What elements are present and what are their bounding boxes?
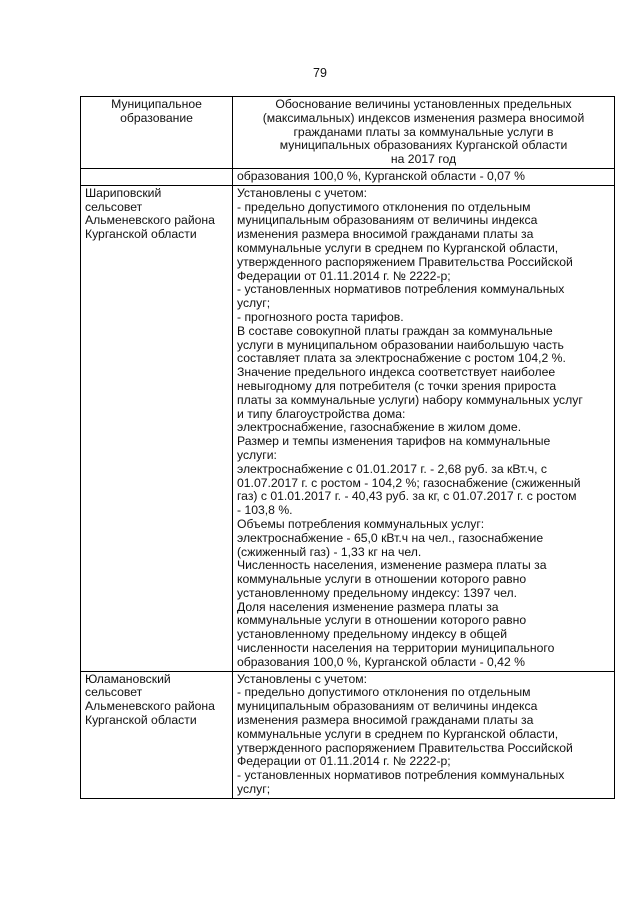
text-line: Значение предельного индекса соответствует наиболее bbox=[237, 365, 556, 380]
text-line: невыгодному для потребителя (с точки зрения прироста bbox=[237, 378, 557, 393]
header-line: Муниципальное bbox=[111, 97, 202, 111]
municipality-line: сельсовет bbox=[85, 685, 143, 700]
text-line: - предельно допустимого отклонения по отдельным bbox=[237, 685, 531, 700]
table-row bbox=[81, 671, 615, 798]
text-line: изменения размера вносимой гражданами платы за bbox=[237, 227, 534, 242]
municipality-line: Альменевского района bbox=[85, 699, 215, 714]
header-line: гражданами платы за коммунальные услуги в bbox=[293, 124, 554, 139]
text-line: - установленных нормативов потребления коммунальных bbox=[237, 282, 565, 297]
page-number: 79 bbox=[313, 66, 327, 80]
text-line: образования 100,0 %, Курганской области - 0,07 % bbox=[237, 168, 525, 183]
text-line: - установленных нормативов потребления коммунальных bbox=[237, 768, 565, 783]
municipality-line: Курганской области bbox=[85, 227, 197, 242]
text-line: электроснабжение - 65,0 кВт.ч на чел., газоснабжение bbox=[237, 530, 544, 545]
header-line: Обоснование величины установленных предельных bbox=[275, 97, 572, 111]
text-line: платы за коммунальные услуги) набору коммунальных услуг bbox=[237, 392, 583, 407]
continuation-row bbox=[81, 168, 615, 185]
text-line: 01.07.2017 г. с ростом - 104,2 %; газоснабжение (сжиженный bbox=[237, 475, 581, 490]
municipality-line: Юламановский bbox=[85, 671, 171, 686]
text-line: услуги в муниципальном образовании наибольшую часть bbox=[237, 337, 564, 352]
table-row bbox=[81, 185, 615, 671]
text-line: изменения размера вносимой гражданами платы за bbox=[237, 713, 534, 728]
table-header-row bbox=[81, 97, 615, 169]
text-line: коммунальные услуги в отношении которого равно bbox=[237, 572, 527, 587]
text-line: установленному предельному индексу: 1397 чел. bbox=[237, 585, 518, 600]
municipality-line: Альменевского района bbox=[85, 213, 215, 228]
text-line: коммунальные услуги в среднем по Курганской области, bbox=[237, 726, 559, 741]
text-line: установленному предельному индексу в общей bbox=[237, 627, 508, 642]
text-line: В составе совокупной платы граждан за коммунальные bbox=[237, 323, 553, 338]
text-line: утвержденного распоряжением Правительства Российской bbox=[237, 740, 573, 755]
text-line: услуг; bbox=[237, 296, 271, 311]
continuation-municipality bbox=[81, 168, 233, 185]
text-line: - предельно допустимого отклонения по отдельным bbox=[237, 199, 531, 214]
text-line: электроснабжение, газоснабжение в жилом доме. bbox=[237, 420, 522, 435]
text-line: Федерации от 01.11.2014 г. № 2222-р; bbox=[237, 754, 451, 769]
header-justification bbox=[233, 97, 615, 169]
header-line: на 2017 год bbox=[390, 152, 457, 167]
text-line: (сжиженный газ) - 1,33 кг на чел. bbox=[237, 544, 422, 559]
text-line: Численность населения, изменение размера платы за bbox=[237, 558, 547, 573]
text-line: составляет плата за электроснабжение с ростом 104,2 %. bbox=[237, 351, 566, 366]
municipality-line: Шариповский bbox=[85, 185, 162, 200]
text-line: электроснабжение с 01.01.2017 г. - 2,68 руб. за кВт.ч, с bbox=[237, 461, 547, 476]
text-line: Объемы потребления коммунальных услуг: bbox=[237, 516, 485, 531]
text-line: коммунальные услуги в среднем по Курганской области, bbox=[237, 240, 559, 255]
tariff-justification-table bbox=[80, 96, 615, 799]
text-line: газ) с 01.01.2017 г. - 40,43 руб. за кг, с 01.07.2017 г. с ростом bbox=[237, 489, 577, 504]
continuation-text bbox=[233, 168, 615, 185]
text-line: Установлены с учетом: bbox=[237, 185, 367, 200]
header-line: (максимальных) индексов изменения размера вносимой bbox=[262, 110, 585, 125]
justification-cell bbox=[233, 185, 615, 671]
text-line: утвержденного распоряжением Правительства Российской bbox=[237, 254, 573, 269]
text-line: услуги: bbox=[237, 447, 277, 462]
justification-cell bbox=[233, 671, 615, 798]
header-municipality bbox=[81, 97, 233, 169]
municipality-line: сельсовет bbox=[85, 199, 143, 214]
municipality-cell bbox=[81, 671, 233, 798]
text-line: коммунальные услуги в отношении которого равно bbox=[237, 613, 527, 628]
text-line: муниципальным образованиям от величины индекса bbox=[237, 213, 538, 228]
text-line: муниципальным образованиям от величины индекса bbox=[237, 699, 538, 714]
text-line: услуг; bbox=[237, 782, 271, 797]
text-line: Федерации от 01.11.2014 г. № 2222-р; bbox=[237, 268, 451, 283]
text-line: численности населения на территории муниципального bbox=[237, 641, 555, 656]
header-line: образование bbox=[120, 110, 193, 125]
text-line: Доля населения изменение размера платы за bbox=[237, 599, 499, 614]
text-line: Размер и темпы изменения тарифов на коммунальные bbox=[237, 434, 551, 449]
text-line: Установлены с учетом: bbox=[237, 671, 367, 686]
text-line: - прогнозного роста тарифов. bbox=[237, 309, 404, 324]
text-line: - 103,8 %. bbox=[237, 503, 293, 518]
text-line: образования 100,0 %, Курганской области - 0,42 % bbox=[237, 654, 525, 669]
municipality-line: Курганской области bbox=[85, 713, 197, 728]
text-line: и типу благоустройства дома: bbox=[237, 406, 406, 421]
municipality-cell bbox=[81, 185, 233, 671]
header-line: муниципальных образованиях Курганской области bbox=[279, 138, 568, 153]
